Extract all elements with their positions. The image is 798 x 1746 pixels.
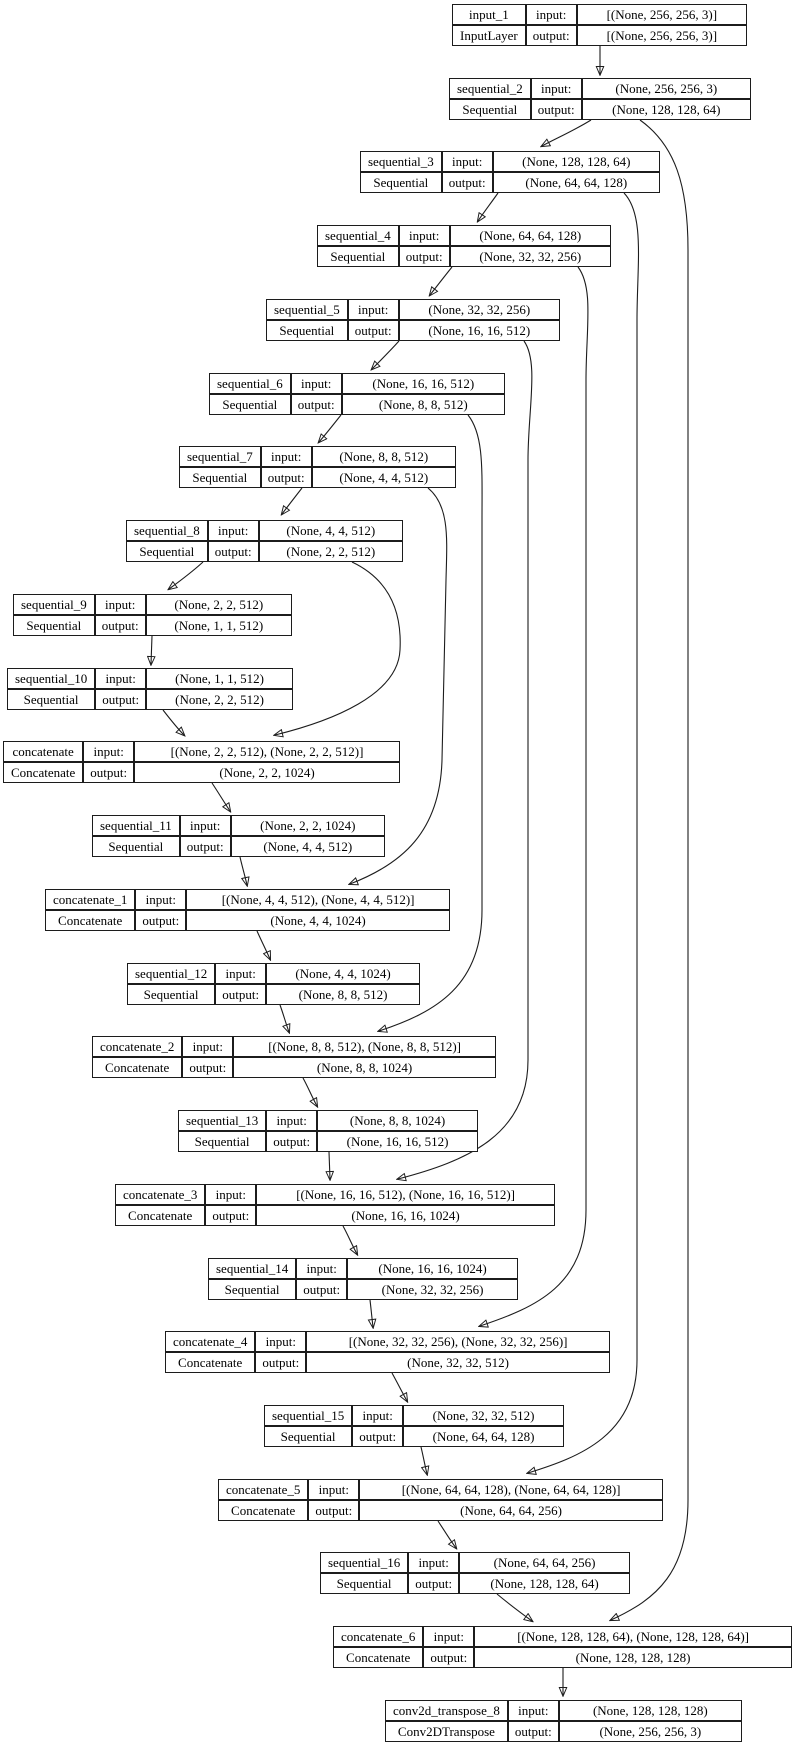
- node-concatenate_3: [115, 1184, 555, 1226]
- output-shape: (None, 1, 1, 512): [146, 615, 292, 636]
- output-shape: (None, 32, 32, 256): [347, 1279, 518, 1300]
- output-shape: (None, 16, 16, 512): [399, 320, 560, 341]
- input-shape: (None, 8, 8, 512): [312, 446, 456, 467]
- edge-sequential_4-to-sequential_5: [430, 267, 452, 295]
- layer-record-table: [452, 4, 747, 46]
- edge-concatenate_2-to-sequential_13: [303, 1078, 317, 1106]
- edge-sequential_15-to-concatenate_5: [421, 1447, 427, 1474]
- edge-concatenate-to-sequential_11: [212, 783, 230, 811]
- output-label: output:: [135, 910, 186, 931]
- layer-name: sequential_16: [320, 1552, 408, 1573]
- output-label: output:: [296, 1279, 347, 1300]
- edge-sequential_12-to-concatenate_2: [280, 1005, 289, 1032]
- input-label: input:: [215, 963, 266, 984]
- edge-sequential_6-to-sequential_7: [319, 415, 341, 442]
- output-label: output:: [83, 762, 134, 783]
- output-shape: (None, 8, 8, 1024): [233, 1057, 496, 1078]
- layer-type: Conv2DTranspose: [385, 1721, 508, 1742]
- output-shape: (None, 16, 16, 512): [317, 1131, 478, 1152]
- layer-record-table: [333, 1626, 792, 1668]
- node-sequential_6: [209, 373, 505, 415]
- input-shape: (None, 16, 16, 1024): [347, 1258, 518, 1279]
- input-label: input:: [348, 299, 399, 320]
- node-concatenate_2: [92, 1036, 496, 1078]
- layer-record-table: [3, 741, 400, 783]
- node-concatenate_4: [165, 1331, 610, 1373]
- output-shape: (None, 2, 2, 512): [146, 689, 293, 710]
- input-label: input:: [399, 225, 450, 246]
- edge-sequential_5-to-sequential_6: [372, 341, 399, 369]
- input-shape: [(None, 2, 2, 512), (None, 2, 2, 512)]: [134, 741, 400, 762]
- layer-type: Sequential: [179, 467, 261, 488]
- input-shape: [(None, 16, 16, 512), (None, 16, 16, 512)]: [256, 1184, 555, 1205]
- node-sequential_3: [360, 151, 660, 193]
- layer-name: sequential_11: [92, 815, 180, 836]
- output-label: output:: [526, 25, 577, 46]
- edge-sequential_9-to-sequential_10: [151, 636, 152, 664]
- layer-record-table: [115, 1184, 555, 1226]
- input-shape: (None, 16, 16, 512): [342, 373, 505, 394]
- output-label: output:: [180, 836, 231, 857]
- output-shape: (None, 256, 256, 3): [559, 1721, 742, 1742]
- input-shape: (None, 32, 32, 256): [399, 299, 560, 320]
- layer-record-table: [209, 373, 505, 415]
- layer-name: sequential_8: [126, 520, 208, 541]
- output-shape: (None, 8, 8, 512): [266, 984, 420, 1005]
- edge-sequential_8-to-concatenate: [275, 562, 400, 735]
- layer-type: Sequential: [209, 394, 291, 415]
- output-label: output:: [408, 1573, 459, 1594]
- node-conv2d_transpose_8: [385, 1700, 742, 1742]
- output-shape: (None, 128, 128, 64): [582, 99, 751, 120]
- edge-sequential_11-to-concatenate_1: [240, 857, 247, 885]
- edge-sequential_4-to-concatenate_4: [480, 267, 588, 1326]
- layer-record-table: [178, 1110, 478, 1152]
- layer-record-table: [317, 225, 611, 267]
- input-shape: (None, 64, 64, 128): [450, 225, 611, 246]
- input-shape: (None, 2, 2, 512): [146, 594, 292, 615]
- layer-name: sequential_2: [449, 78, 531, 99]
- layer-name: sequential_10: [7, 668, 95, 689]
- layer-type: Concatenate: [45, 910, 135, 931]
- layer-name: sequential_13: [178, 1110, 266, 1131]
- output-label: output:: [266, 1131, 317, 1152]
- layer-type: Sequential: [264, 1426, 352, 1447]
- output-label: output:: [508, 1721, 559, 1742]
- layer-name: sequential_4: [317, 225, 399, 246]
- node-sequential_12: [127, 963, 420, 1005]
- output-shape: (None, 2, 2, 512): [259, 541, 403, 562]
- layer-type: Concatenate: [218, 1500, 308, 1521]
- node-sequential_4: [317, 225, 611, 267]
- output-shape: (None, 128, 128, 64): [459, 1573, 630, 1594]
- edge-sequential_13-to-concatenate_3: [329, 1152, 330, 1179]
- layer-type: Concatenate: [92, 1057, 182, 1078]
- node-sequential_7: [179, 446, 456, 488]
- output-shape: (None, 2, 2, 1024): [134, 762, 400, 783]
- input-shape: [(None, 8, 8, 512), (None, 8, 8, 512)]: [233, 1036, 496, 1057]
- edge-concatenate_3-to-sequential_14: [343, 1226, 357, 1254]
- layer-type: Sequential: [449, 99, 531, 120]
- layer-record-table: [126, 520, 403, 562]
- input-label: input:: [442, 151, 493, 172]
- input-label: input:: [408, 1552, 459, 1573]
- output-shape: (None, 4, 4, 1024): [186, 910, 450, 931]
- layer-type: Concatenate: [3, 762, 83, 783]
- node-concatenate_5: [218, 1479, 663, 1521]
- layer-record-table: [264, 1405, 564, 1447]
- node-input_1: [452, 4, 747, 46]
- output-shape: (None, 64, 64, 256): [359, 1500, 663, 1521]
- layer-type: Concatenate: [165, 1352, 255, 1373]
- input-label: input:: [266, 1110, 317, 1131]
- edge-sequential_10-to-concatenate: [163, 710, 184, 735]
- input-shape: (None, 32, 32, 512): [403, 1405, 564, 1426]
- node-concatenate_6: [333, 1626, 792, 1668]
- layer-type: Sequential: [178, 1131, 266, 1152]
- input-shape: [(None, 128, 128, 64), (None, 128, 128, 64)]: [474, 1626, 792, 1647]
- edge-sequential_3-to-sequential_4: [478, 193, 498, 221]
- output-label: output:: [182, 1057, 233, 1078]
- output-label: output:: [95, 615, 146, 636]
- input-shape: [(None, 64, 64, 128), (None, 64, 64, 128)]: [359, 1479, 663, 1500]
- layer-type: Sequential: [208, 1279, 296, 1300]
- node-concatenate_1: [45, 889, 450, 931]
- layer-name: sequential_15: [264, 1405, 352, 1426]
- output-label: output:: [291, 394, 342, 415]
- input-shape: (None, 8, 8, 1024): [317, 1110, 478, 1131]
- layer-name: sequential_3: [360, 151, 442, 172]
- output-shape: (None, 8, 8, 512): [342, 394, 505, 415]
- output-label: output:: [308, 1500, 359, 1521]
- edge-concatenate_1-to-sequential_12: [257, 931, 270, 959]
- layer-type: Concatenate: [115, 1205, 205, 1226]
- input-label: input:: [296, 1258, 347, 1279]
- layer-name: concatenate_5: [218, 1479, 308, 1500]
- edge-sequential_2-to-sequential_3: [542, 120, 591, 146]
- input-label: input:: [531, 78, 582, 99]
- input-label: input:: [508, 1700, 559, 1721]
- node-sequential_16: [320, 1552, 630, 1594]
- edge-sequential_14-to-concatenate_4: [370, 1300, 373, 1327]
- input-shape: (None, 128, 128, 128): [559, 1700, 742, 1721]
- input-label: input:: [352, 1405, 403, 1426]
- input-label: input:: [261, 446, 312, 467]
- output-label: output:: [442, 172, 493, 193]
- input-shape: (None, 64, 64, 256): [459, 1552, 630, 1573]
- input-shape: (None, 4, 4, 512): [259, 520, 403, 541]
- layer-record-table: [218, 1479, 663, 1521]
- edge-concatenate_4-to-sequential_15: [392, 1373, 407, 1401]
- node-sequential_11: [92, 815, 385, 857]
- input-label: input:: [180, 815, 231, 836]
- layer-name: sequential_12: [127, 963, 215, 984]
- output-shape: (None, 32, 32, 512): [306, 1352, 610, 1373]
- node-sequential_5: [266, 299, 560, 341]
- node-sequential_2: [449, 78, 751, 120]
- output-label: output:: [399, 246, 450, 267]
- input-label: input:: [526, 4, 577, 25]
- input-label: input:: [95, 668, 146, 689]
- output-label: output:: [261, 467, 312, 488]
- layer-type: Concatenate: [333, 1647, 423, 1668]
- layer-record-table: [92, 815, 385, 857]
- node-sequential_8: [126, 520, 403, 562]
- layer-record-table: [179, 446, 456, 488]
- input-shape: (None, 2, 2, 1024): [231, 815, 385, 836]
- layer-record-table: [7, 668, 293, 710]
- layer-name: sequential_7: [179, 446, 261, 467]
- edge-concatenate_5-to-sequential_16: [438, 1521, 456, 1548]
- layer-type: Sequential: [126, 541, 208, 562]
- output-label: output:: [352, 1426, 403, 1447]
- node-sequential_9: [13, 594, 292, 636]
- input-label: input:: [308, 1479, 359, 1500]
- input-label: input:: [255, 1331, 306, 1352]
- output-shape: (None, 64, 64, 128): [493, 172, 660, 193]
- input-label: input:: [135, 889, 186, 910]
- input-label: input:: [423, 1626, 474, 1647]
- output-label: output:: [208, 541, 259, 562]
- layer-name: concatenate: [3, 741, 83, 762]
- input-shape: [(None, 32, 32, 256), (None, 32, 32, 256)]: [306, 1331, 610, 1352]
- layer-record-table: [208, 1258, 518, 1300]
- layer-name: concatenate_1: [45, 889, 135, 910]
- layer-record-table: [320, 1552, 630, 1594]
- layer-name: conv2d_transpose_8: [385, 1700, 508, 1721]
- layer-type: Sequential: [127, 984, 215, 1005]
- output-shape: [(None, 256, 256, 3)]: [577, 25, 747, 46]
- output-label: output:: [95, 689, 146, 710]
- layer-name: concatenate_6: [333, 1626, 423, 1647]
- output-shape: (None, 64, 64, 128): [403, 1426, 564, 1447]
- layer-name: sequential_9: [13, 594, 95, 615]
- output-shape: (None, 16, 16, 1024): [256, 1205, 555, 1226]
- layer-name: sequential_6: [209, 373, 291, 394]
- layer-name: concatenate_4: [165, 1331, 255, 1352]
- edge-sequential_2-to-concatenate_6: [611, 120, 688, 1620]
- input-label: input:: [208, 520, 259, 541]
- layer-type: Sequential: [7, 689, 95, 710]
- node-sequential_13: [178, 1110, 478, 1152]
- edge-sequential_8-to-sequential_9: [169, 562, 203, 589]
- input-shape: [(None, 4, 4, 512), (None, 4, 4, 512)]: [186, 889, 450, 910]
- layer-record-table: [45, 889, 450, 931]
- layer-record-table: [92, 1036, 496, 1078]
- input-shape: (None, 4, 4, 1024): [266, 963, 420, 984]
- input-label: input:: [95, 594, 146, 615]
- layer-record-table: [127, 963, 420, 1005]
- output-label: output:: [423, 1647, 474, 1668]
- edge-sequential_7-to-sequential_8: [282, 488, 302, 514]
- layer-name: sequential_5: [266, 299, 348, 320]
- input-label: input:: [205, 1184, 256, 1205]
- output-shape: (None, 128, 128, 128): [474, 1647, 792, 1668]
- edge-sequential_6-to-concatenate_2: [379, 415, 482, 1031]
- edge-sequential_16-to-concatenate_6: [497, 1594, 532, 1621]
- layer-type: Sequential: [13, 615, 95, 636]
- input-shape: (None, 128, 128, 64): [493, 151, 660, 172]
- layer-name: concatenate_3: [115, 1184, 205, 1205]
- layer-record-table: [165, 1331, 610, 1373]
- input-label: input:: [83, 741, 134, 762]
- output-shape: (None, 4, 4, 512): [312, 467, 456, 488]
- layer-record-table: [13, 594, 292, 636]
- layer-type: Sequential: [266, 320, 348, 341]
- output-shape: (None, 4, 4, 512): [231, 836, 385, 857]
- input-shape: (None, 256, 256, 3): [582, 78, 751, 99]
- edge-sequential_3-to-concatenate_5: [528, 193, 638, 1473]
- node-sequential_15: [264, 1405, 564, 1447]
- layer-type: Sequential: [360, 172, 442, 193]
- node-concatenate: [3, 741, 400, 783]
- input-shape: [(None, 256, 256, 3)]: [577, 4, 747, 25]
- layer-type: Sequential: [317, 246, 399, 267]
- node-sequential_10: [7, 668, 293, 710]
- layer-record-table: [385, 1700, 742, 1742]
- layer-type: Sequential: [92, 836, 180, 857]
- layer-type: InputLayer: [452, 25, 526, 46]
- layer-name: concatenate_2: [92, 1036, 182, 1057]
- input-label: input:: [291, 373, 342, 394]
- node-sequential_14: [208, 1258, 518, 1300]
- output-label: output:: [348, 320, 399, 341]
- output-label: output:: [215, 984, 266, 1005]
- output-label: output:: [255, 1352, 306, 1373]
- output-label: output:: [531, 99, 582, 120]
- layer-record-table: [449, 78, 751, 120]
- layer-record-table: [266, 299, 560, 341]
- layer-name: sequential_14: [208, 1258, 296, 1279]
- layer-record-table: [360, 151, 660, 193]
- layer-type: Sequential: [320, 1573, 408, 1594]
- input-shape: (None, 1, 1, 512): [146, 668, 293, 689]
- layer-name: input_1: [452, 4, 526, 25]
- output-shape: (None, 32, 32, 256): [450, 246, 611, 267]
- output-label: output:: [205, 1205, 256, 1226]
- input-label: input:: [182, 1036, 233, 1057]
